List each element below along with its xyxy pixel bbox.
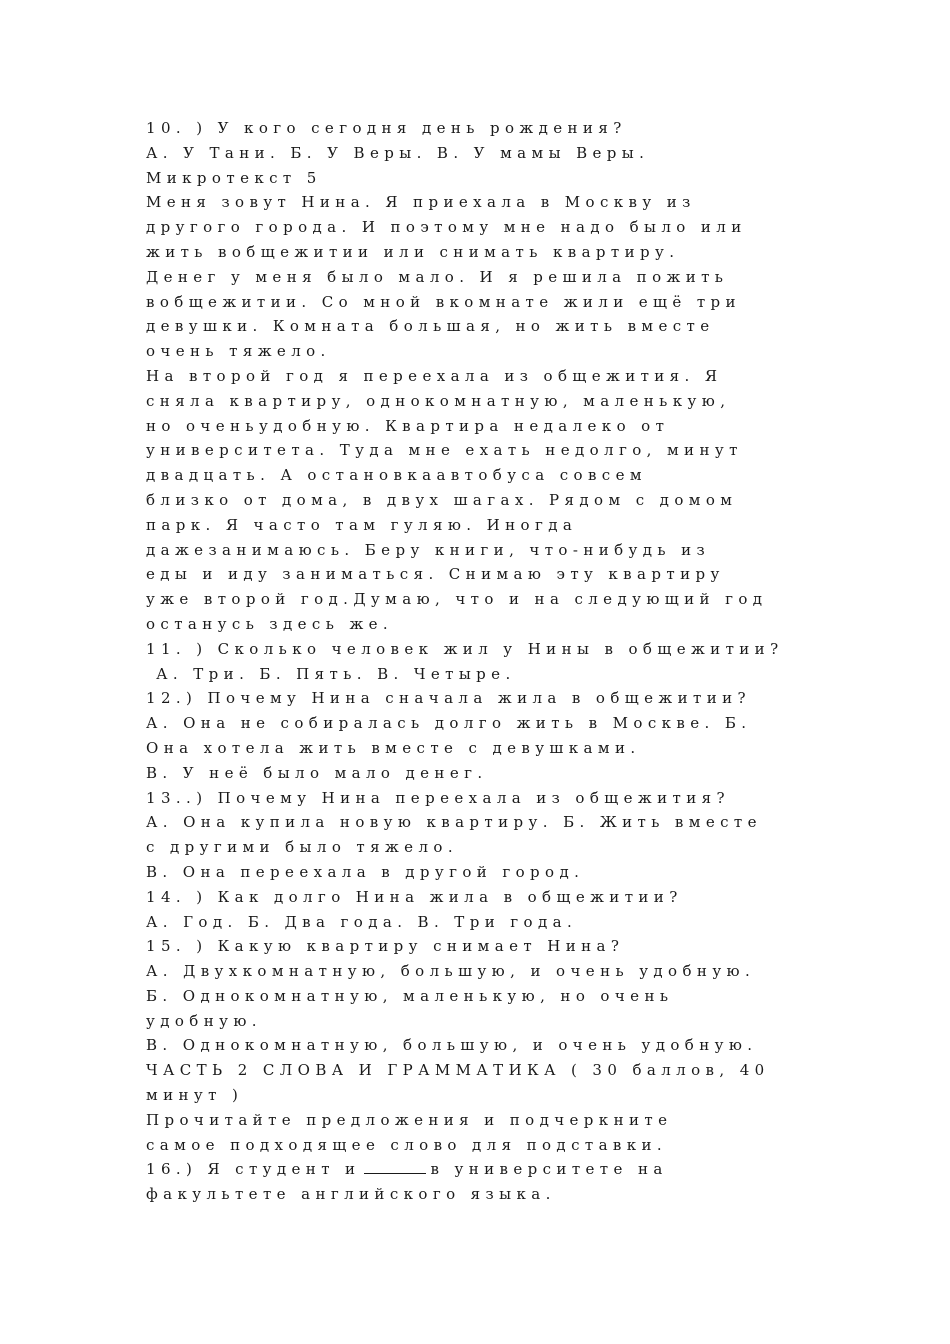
text-line: В. Она переехала в другой город.	[146, 862, 585, 881]
text-line: минут )	[146, 1086, 244, 1105]
text-line: факультете английского языка.	[146, 1185, 556, 1204]
text-line: дажезанимаюсь. Беру книги, что-нибудь из	[146, 540, 711, 559]
text-line: девушки. Комната большая, но жить вместе	[146, 317, 715, 336]
text-line: Она хотела жить вместе с девушками.	[146, 738, 641, 757]
text-line: 15. ) Какую квартиру снимает Нина?	[146, 937, 625, 956]
text-line: очень тяжело.	[146, 342, 331, 361]
text-line: удобную.	[146, 1011, 262, 1030]
text-line: А. Она купила новую квартиру. Б. Жить вместе	[146, 813, 762, 832]
document-text	[146, 116, 826, 1207]
text-line: А. Год. Б. Два года. В. Три года.	[146, 912, 578, 931]
text-line: А. Двухкомнатную, большую, и очень удобную.	[146, 962, 756, 981]
text-line: парк. Я часто там гуляю. Иногда	[146, 515, 578, 534]
text-line: университета. Туда мне ехать недолго, минут	[146, 441, 743, 460]
text-line: другого города. И поэтому мне надо было или	[146, 218, 747, 237]
text-line: Меня зовут Нина. Я приехала в Москву из	[146, 193, 696, 212]
text-line: ЧАСТЬ 2 СЛОВА И ГРАММАТИКА ( 30 баллов, 40	[146, 1061, 770, 1080]
text-line: 14. ) Как долго Нина жила в общежитии?	[146, 887, 683, 906]
text-line: В. Однокомнатную, большую, и очень удобную.	[146, 1036, 758, 1055]
text-line: еды и иду заниматься. Снимаю эту квартиру	[146, 565, 725, 584]
text-line: 13..) Почему Нина переехала из общежития?	[146, 788, 730, 807]
text-line: двадцать. А остановкаавтобуса совсем	[146, 466, 647, 485]
text-line: останусь здесь же.	[146, 614, 394, 633]
text-line: вобщежитии. Со мной вкомнате жили ещё три	[146, 292, 741, 311]
question-16	[146, 1157, 826, 1182]
text-line: А. У Тани. Б. У Веры. В. У мамы Веры.	[146, 143, 650, 162]
text-line: 10. ) У кого сегодня день рождения?	[146, 119, 627, 137]
text-line: 12.) Почему Нина сначала жила в общежитии?	[146, 689, 751, 708]
text-line: но оченьудобную. Квартира недалеко от	[146, 416, 670, 435]
text-line: А. Три. Б. Пять. В. Четыре.	[146, 664, 516, 683]
text-line: Б. Однокомнатную, маленькую, но очень	[146, 986, 674, 1005]
text-line: Денег у меня было мало. И я решила пожить	[146, 267, 729, 286]
text-line: самое подходящее слово для подставки.	[146, 1135, 668, 1154]
text-line: сняла квартиру, однокомнатную, маленькую,	[146, 391, 731, 410]
text-line: Микротекст 5	[146, 168, 322, 187]
text-line: 11. ) Сколько человек жил у Нины в общежитии?	[146, 639, 784, 658]
text-line: А. Она не собиралась долго жить в Москве. Б.	[146, 714, 752, 733]
text-line: Прочитайте предложения и подчеркните	[146, 1110, 673, 1129]
text-line: близко от дома, в двух шагах. Рядом с домом	[146, 490, 738, 509]
text-line: уже второй год.Думаю, что и на следующий год	[146, 590, 768, 609]
text-line: с другими было тяжело.	[146, 838, 458, 857]
question-16-suffix: в университете на	[430, 1160, 668, 1179]
text-line: На второй год я переехала из общежития. Я	[146, 366, 723, 385]
text-line: В. У неё было мало денег.	[146, 763, 488, 782]
question-16-prefix: 16.) Я студент и	[146, 1160, 361, 1179]
text-line: жить вобщежитии или снимать квартиру.	[146, 242, 680, 261]
answer-blank	[364, 1159, 426, 1174]
